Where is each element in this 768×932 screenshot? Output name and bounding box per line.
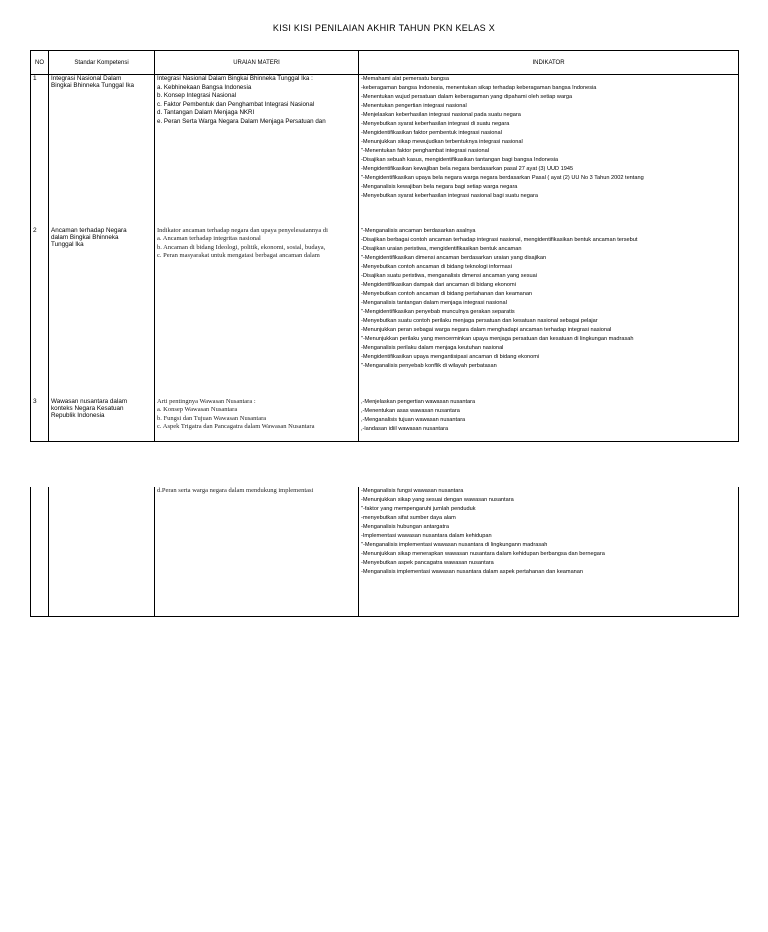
kisi-kisi-table bbox=[30, 50, 739, 442]
indikator-line: -Menganalisis hubungan antargatra bbox=[361, 524, 450, 530]
indikator-line: "-Mengidentifikasikan penyebab munculnya gerakan separatis bbox=[361, 308, 515, 315]
cell-standar bbox=[49, 227, 155, 398]
indikator-line: "-faktor yang mempengaruhi jumlah penduduk bbox=[361, 506, 476, 512]
standar-line: Integrasi Nasional Dalam bbox=[51, 75, 122, 82]
indikator-line: -Menjelaskan keberhasilan integrasi nasional pada suatu negara bbox=[361, 112, 521, 118]
materi-line: b. Ancaman di bidang Ideologi, politik, ekonomi, sosial, budaya, bbox=[157, 243, 326, 251]
indikator-line: "-Mengidentifikasikan upaya bela negara warga negara berdasarkan Pasal ( ayat (2) UU No 3 Tahun 2002 tentang bbox=[361, 175, 644, 181]
materi-line: c. Faktor Pembentuk dan Penghambat Integrasi Nasional bbox=[157, 100, 315, 108]
materi-line: e. Peran Serta Warga Negara Dalam Menjaga Persatuan dan bbox=[157, 117, 326, 125]
cell-standar bbox=[49, 75, 155, 227]
indikator-line: -Menentukan pengertian integrasi nasional bbox=[361, 103, 467, 109]
indikator-line: -Menunjukkan sikap mewujudkan terbentuknya integrasi nasional bbox=[361, 139, 523, 145]
indikator-line: -Menunjukkan peran sebagai warga negara dalam menghadapi ancaman terhadap integrasi nasional bbox=[361, 326, 612, 333]
indikator-line: -Menunjukkan sikap menerapkan wawasan nusantara dalam kehidupan berbangsa dan bernegara bbox=[361, 551, 605, 557]
header-uraian: URAIAN MATERI bbox=[155, 51, 359, 75]
table-row bbox=[31, 227, 739, 398]
table-row bbox=[31, 487, 739, 617]
standar-line: Republik Indonesia bbox=[51, 412, 105, 420]
cell-standar bbox=[49, 487, 155, 617]
indikator-line: ,-Menganalisis tujuan wawasan nusantara bbox=[361, 416, 466, 423]
cell-materi bbox=[155, 75, 359, 227]
materi-line: a. Konsep Wawasan Nusantara bbox=[157, 406, 238, 414]
indikator-line: -Menyebutkan contoh ancaman di bidang teknologi informasi bbox=[361, 263, 512, 270]
indikator-line: ,-Menjelaskan pengertian wawasan nusantara bbox=[361, 398, 476, 405]
indikator-line: "-Mengidentifikasikan dimensi ancaman berdasarkan uraian yang disajikan bbox=[361, 254, 547, 261]
indikator-line: "-Menunjukkan perilaku yang mencerminkan upaya menjaga persatuan dan kesatuan di lingkungan madrasah bbox=[361, 335, 634, 342]
indikator-line: -Mengidentifikasikan upaya mengantisipasi ancaman di bidang ekonomi bbox=[361, 353, 540, 360]
cell-no bbox=[31, 487, 49, 617]
indikator-line: -Disajikan sebuah kasus, mengidentifikasikan tantangan bagi bangsa Indonesia bbox=[361, 157, 559, 163]
standar-line: Tunggal Ika bbox=[51, 241, 84, 249]
indikator-line: -Menganalisis kewajiban bela negara bagi setiap warga negara bbox=[361, 184, 518, 190]
materi-line: d.Peran serta warga negara dalam mendukung implementasi bbox=[157, 487, 314, 494]
standar-line: Wawasan nusantara dalam bbox=[51, 397, 128, 405]
cell-indikator bbox=[359, 398, 739, 442]
materi-line: Integrasi Nasional Dalam Bingkai Bhinneka Tunggal Ika : bbox=[157, 75, 313, 82]
indikator-line: -Menyebutkan syarat keberhasilan integrasi di suatu negara bbox=[361, 121, 510, 127]
header-standar: Standar Kompetensi bbox=[49, 51, 155, 75]
cell-no: 2 bbox=[31, 227, 49, 398]
indikator-line: -Menunjukkan sikap yang sesuai dengan wawasan nusantara bbox=[361, 497, 514, 503]
header-indikator: INDIKATOR bbox=[359, 51, 739, 75]
materi-line: c. Aspek Trigatra dan Pancagatra dalam Wawasan Nusantara bbox=[157, 423, 315, 431]
cell-indikator bbox=[359, 75, 739, 227]
indikator-line: -Menganalisis tantangan dalam menjaga integrasi nasional bbox=[361, 299, 507, 306]
indikator-line: "-Menganalisis implementasi wawasan nusantara di lingkungann madrasah bbox=[361, 542, 548, 548]
indikator-line: -Memahami alat pemersatu bangsa bbox=[361, 76, 449, 82]
indikator-line: -Menyebutkan syarat keberhasilan integrasi nasional bagi suatu negara bbox=[361, 193, 538, 199]
materi-line: Arti pentingnya Wawasan Nusantara : bbox=[157, 397, 256, 405]
indikator-line: -Mengidentifikasikan faktor pembentuk integrasi nasional bbox=[361, 130, 502, 136]
standar-line: Ancaman terhadap Negara bbox=[51, 226, 127, 234]
materi-line: d. Tantangan Dalam Menjaga NKRI bbox=[157, 109, 255, 117]
indikator-line: -Mengidentifikasikan dampak dari ancaman di bidang ekonomi bbox=[361, 281, 516, 288]
indikator-line: -Disajikan uraian peristiwa, mengidentifikasikan bentuk ancaman bbox=[361, 245, 522, 252]
indikator-line: -Mengidentifikasikan kewajiban bela negara berdasarkan pasal 27 ayat (3) UUD 1945 bbox=[361, 166, 574, 172]
header-no: NO bbox=[31, 51, 49, 75]
kisi-kisi-table-continuation bbox=[30, 487, 739, 617]
indikator-line: -menyebutkan sifat sumber daya alam bbox=[361, 515, 456, 521]
cell-no: 1 bbox=[31, 75, 49, 227]
indikator-line: -Disajikan suatu peristiwa, menganalisis dimensi ancaman yang sesuai bbox=[361, 272, 537, 279]
materi-line: Indikator ancaman terhadap negara dan upaya penyelesaiannya di bbox=[157, 226, 328, 234]
cell-materi bbox=[155, 487, 359, 617]
indikator-line: -Implementasi wawasan nusantara dalam kehidupan bbox=[361, 533, 492, 539]
cell-standar bbox=[49, 398, 155, 442]
cell-materi bbox=[155, 398, 359, 442]
indikator-line: -Menyebutkan suatu contoh perilaku menjaga persatuan dan kesatuan nasional sebagai pelajar bbox=[361, 317, 598, 324]
table-row bbox=[31, 75, 739, 227]
standar-line: Bingkai Bhinneka Tunggal Ika bbox=[51, 82, 134, 90]
cell-indikator bbox=[359, 487, 739, 617]
standar-line: konteks Negara Kesatuan bbox=[51, 404, 124, 412]
materi-line: c. Peran masyarakat untuk mengatasi berbagai ancaman dalam bbox=[157, 252, 320, 260]
indikator-line: -Disajikan berbagai contoh ancaman terhadap integrasi nasional, mengidentifikasikan bentuk ancaman tersebut bbox=[361, 236, 638, 243]
indikator-line: -Menentukan wujud persatuan dalam keberagaman yang dipahami oleh setiap warga bbox=[361, 94, 573, 100]
cell-no: 3 bbox=[31, 398, 49, 442]
standar-line: dalam Bingkai Bhinneka bbox=[51, 233, 119, 241]
cell-materi bbox=[155, 227, 359, 398]
indikator-line: "-Menganalisis penyebab konflik di wilayah perbatasan bbox=[361, 362, 497, 369]
indikator-line: "-Menentukan faktor penghambat integrasi nasional bbox=[361, 148, 489, 154]
materi-line: a. Ancaman terhadap integritas nasional bbox=[157, 235, 261, 243]
materi-line: b. Fungsi dan Tujuan Wawasan Nusantara bbox=[157, 414, 267, 422]
materi-line: b. Konsep Integrasi Nasional bbox=[157, 92, 237, 100]
indikator-line: "-Menganalisis ancaman berdasarkan asalnya bbox=[361, 227, 476, 234]
materi-line: a. Kebhinekaan Bangsa Indonesia bbox=[157, 83, 252, 91]
page-title: KISI KISI PENILAIAN AKHIR TAHUN PKN KELAS X bbox=[272, 23, 496, 33]
indikator-line: ,-landasan idiil wawasan nusantara bbox=[361, 425, 449, 432]
cell-indikator bbox=[359, 227, 739, 398]
indikator-line: -Menganalisis fungsi wawasan nusantara bbox=[361, 488, 464, 494]
indikator-line: ,-Menentukan asas wawasan nusantara bbox=[361, 407, 460, 414]
indikator-line: -Menganalisis perilaku dalam menjaga keutuhan nasional bbox=[361, 344, 504, 351]
table-header-row bbox=[31, 51, 739, 75]
indikator-line: -keberagaman bangsa Indonesia, menentukan sikap terhadap keberagaman bangsa Indonesia bbox=[361, 85, 597, 91]
indikator-line: -Menyebutkan aspek pancagatra wawasan nusantara bbox=[361, 560, 494, 566]
indikator-line: -Menganalisis implementasi wawasan nusantara dalam aspek pertahanan dan keamanan bbox=[361, 569, 584, 575]
indikator-line: -Menyebutkan contoh ancaman di bidang pertahanan dan keamanan bbox=[361, 290, 533, 297]
table-row bbox=[31, 398, 739, 442]
